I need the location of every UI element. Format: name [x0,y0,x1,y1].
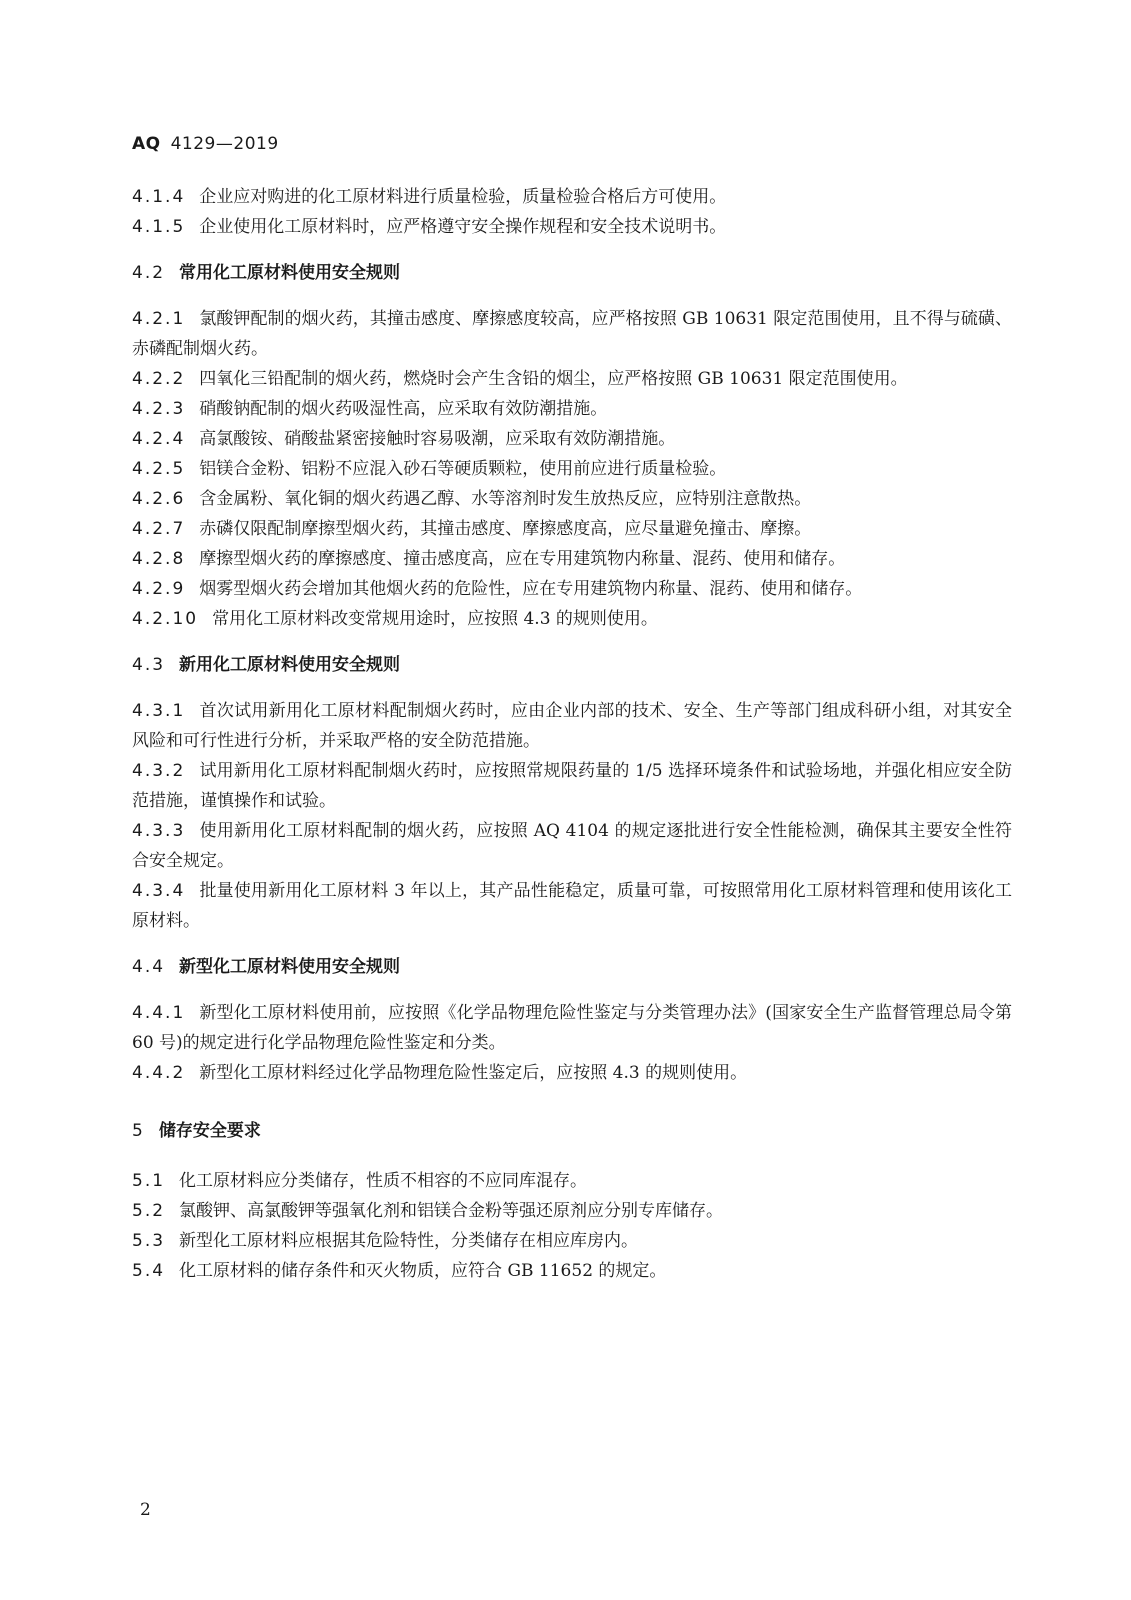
clause-text: 摩擦型烟火药的摩擦感度、撞击感度高，应在专用建筑物内称量、混药、使用和储存。 [199,549,846,569]
clause-text: 新型化工原材料应根据其危险特性，分类储存在相应库房内。 [179,1231,639,1251]
document-code [132,134,279,154]
clause-5-3 [132,1226,1012,1256]
clause-number: 4.3.2 [132,761,186,781]
clause-5-4 [132,1256,1012,1286]
clause-text: 首次试用新用化工原材料配制烟火药时，应由企业内部的技术、安全、生产等部门组成科研小组，对其安全风险和可行性进行分析，并采取严格的安全防范措施。 [132,701,1012,751]
clause-number: 4.2.3 [132,399,186,419]
clause-text: 新型化工原材料经过化学品物理危险性鉴定后，应按照 4.3 的规则使用。 [199,1063,748,1083]
clause-4-2-8 [132,544,1012,574]
clause-4-2-2 [132,364,1012,394]
clause-text: 化工原材料应分类储存，性质不相容的不应同库混存。 [179,1171,588,1191]
section-title: 常用化工原材料使用安全规则 [179,263,401,283]
clause-number: 5.2 [132,1201,166,1221]
clause-4-4-2 [132,1058,1012,1088]
clause-4-2-1 [132,304,1012,364]
clause-number: 4.1.4 [132,187,186,207]
clause-5-1 [132,1166,1012,1196]
standard-prefix: AQ [132,134,161,154]
clause-text: 四氧化三铅配制的烟火药，燃烧时会产生含铅的烟尘，应严格按照 GB 10631 限定范围使用。 [199,369,908,389]
clause-5-2 [132,1196,1012,1226]
clause-text: 新型化工原材料使用前，应按照《化学品物理危险性鉴定与分类管理办法》(国家安全生产监督管理总局令第 60 号)的规定进行化学品物理危险性鉴定和分类。 [132,1003,1012,1053]
section-heading-4-2 [132,258,1012,288]
section-heading-4-4 [132,952,1012,982]
clause-number: 4.2.5 [132,459,186,479]
clause-number: 4.2.8 [132,549,186,569]
standard-number: 4129—2019 [170,134,279,154]
clause-4-3-3 [132,816,1012,876]
clause-number: 4.3.4 [132,881,186,901]
clause-4-3-2 [132,756,1012,816]
clause-4-3-1 [132,696,1012,756]
clause-text: 使用新用化工原材料配制的烟火药，应按照 AQ 4104 的规定逐批进行安全性能检测，确保其主要安全性符合安全规定。 [132,821,1012,871]
section-number: 4.4 [132,957,166,977]
clause-number: 5.1 [132,1171,166,1191]
clause-4-1-5 [132,212,1012,242]
clause-number: 4.2.2 [132,369,186,389]
document-body [132,182,1012,1286]
clause-number: 4.3.1 [132,701,186,721]
clause-4-4-1 [132,998,1012,1058]
clause-text: 企业使用化工原材料时，应严格遵守安全操作规程和安全技术说明书。 [199,217,727,237]
clause-number: 4.4.1 [132,1003,186,1023]
section-number: 5 [132,1121,145,1141]
clause-number: 5.3 [132,1231,166,1251]
clause-text: 高氯酸铵、硝酸盐紧密接触时容易吸潮，应采取有效防潮措施。 [199,429,676,449]
clause-4-2-4 [132,424,1012,454]
page-number: 2 [140,1500,151,1520]
clause-number: 4.2.10 [132,609,199,629]
clause-text: 批量使用新用化工原材料 3 年以上，其产品性能稳定，质量可靠，可按照常用化工原材料管理和使用该化工原材料。 [132,881,1012,931]
clause-text: 化工原材料的储存条件和灭火物质，应符合 GB 11652 的规定。 [179,1261,667,1281]
clause-number: 4.1.5 [132,217,186,237]
clause-number: 4.2.4 [132,429,186,449]
clause-number: 4.2.6 [132,489,186,509]
clause-4-2-5 [132,454,1012,484]
clause-number: 4.2.7 [132,519,186,539]
section-title: 新型化工原材料使用安全规则 [179,957,401,977]
clause-text: 含金属粉、氧化铜的烟火药遇乙醇、水等溶剂时发生放热反应，应特别注意散热。 [199,489,812,509]
section-number: 4.2 [132,263,166,283]
section-title: 储存安全要求 [158,1121,261,1141]
clause-text: 烟雾型烟火药会增加其他烟火药的危险性，应在专用建筑物内称量、混药、使用和储存。 [199,579,863,599]
section-title: 新用化工原材料使用安全规则 [179,655,401,675]
clause-text: 氯酸钾、高氯酸钾等强氧化剂和铝镁合金粉等强还原剂应分别专库储存。 [179,1201,724,1221]
clause-text: 赤磷仅限配制摩擦型烟火药，其撞击感度、摩擦感度高，应尽量避免撞击、摩擦。 [199,519,812,539]
section-heading-4-3 [132,650,1012,680]
clause-4-2-10 [132,604,1012,634]
clause-number: 4.3.3 [132,821,186,841]
clause-text: 常用化工原材料改变常规用途时，应按照 4.3 的规则使用。 [212,609,658,629]
clause-number: 4.2.9 [132,579,186,599]
clause-text: 铝镁合金粉、铝粉不应混入砂石等硬质颗粒，使用前应进行质量检验。 [199,459,727,479]
clause-text: 试用新用化工原材料配制烟火药时，应按照常规限药量的 1/5 选择环境条件和试验场地，并强化相应安全防范措施，谨慎操作和试验。 [132,761,1012,811]
clause-number: 4.4.2 [132,1063,186,1083]
section-heading-5 [132,1116,1012,1146]
clause-4-1-4 [132,182,1012,212]
clause-4-2-3 [132,394,1012,424]
clause-4-2-7 [132,514,1012,544]
clause-text: 氯酸钾配制的烟火药，其撞击感度、摩擦感度较高，应严格按照 GB 10631 限定范围使用，且不得与硫磺、赤磷配制烟火药。 [132,309,1012,359]
clause-number: 5.4 [132,1261,166,1281]
section-number: 4.3 [132,655,166,675]
clause-4-2-9 [132,574,1012,604]
clause-text: 企业应对购进的化工原材料进行质量检验，质量检验合格后方可使用。 [199,187,727,207]
clause-4-2-6 [132,484,1012,514]
clause-4-3-4 [132,876,1012,936]
clause-text: 硝酸钠配制的烟火药吸湿性高，应采取有效防潮措施。 [199,399,608,419]
clause-number: 4.2.1 [132,309,186,329]
